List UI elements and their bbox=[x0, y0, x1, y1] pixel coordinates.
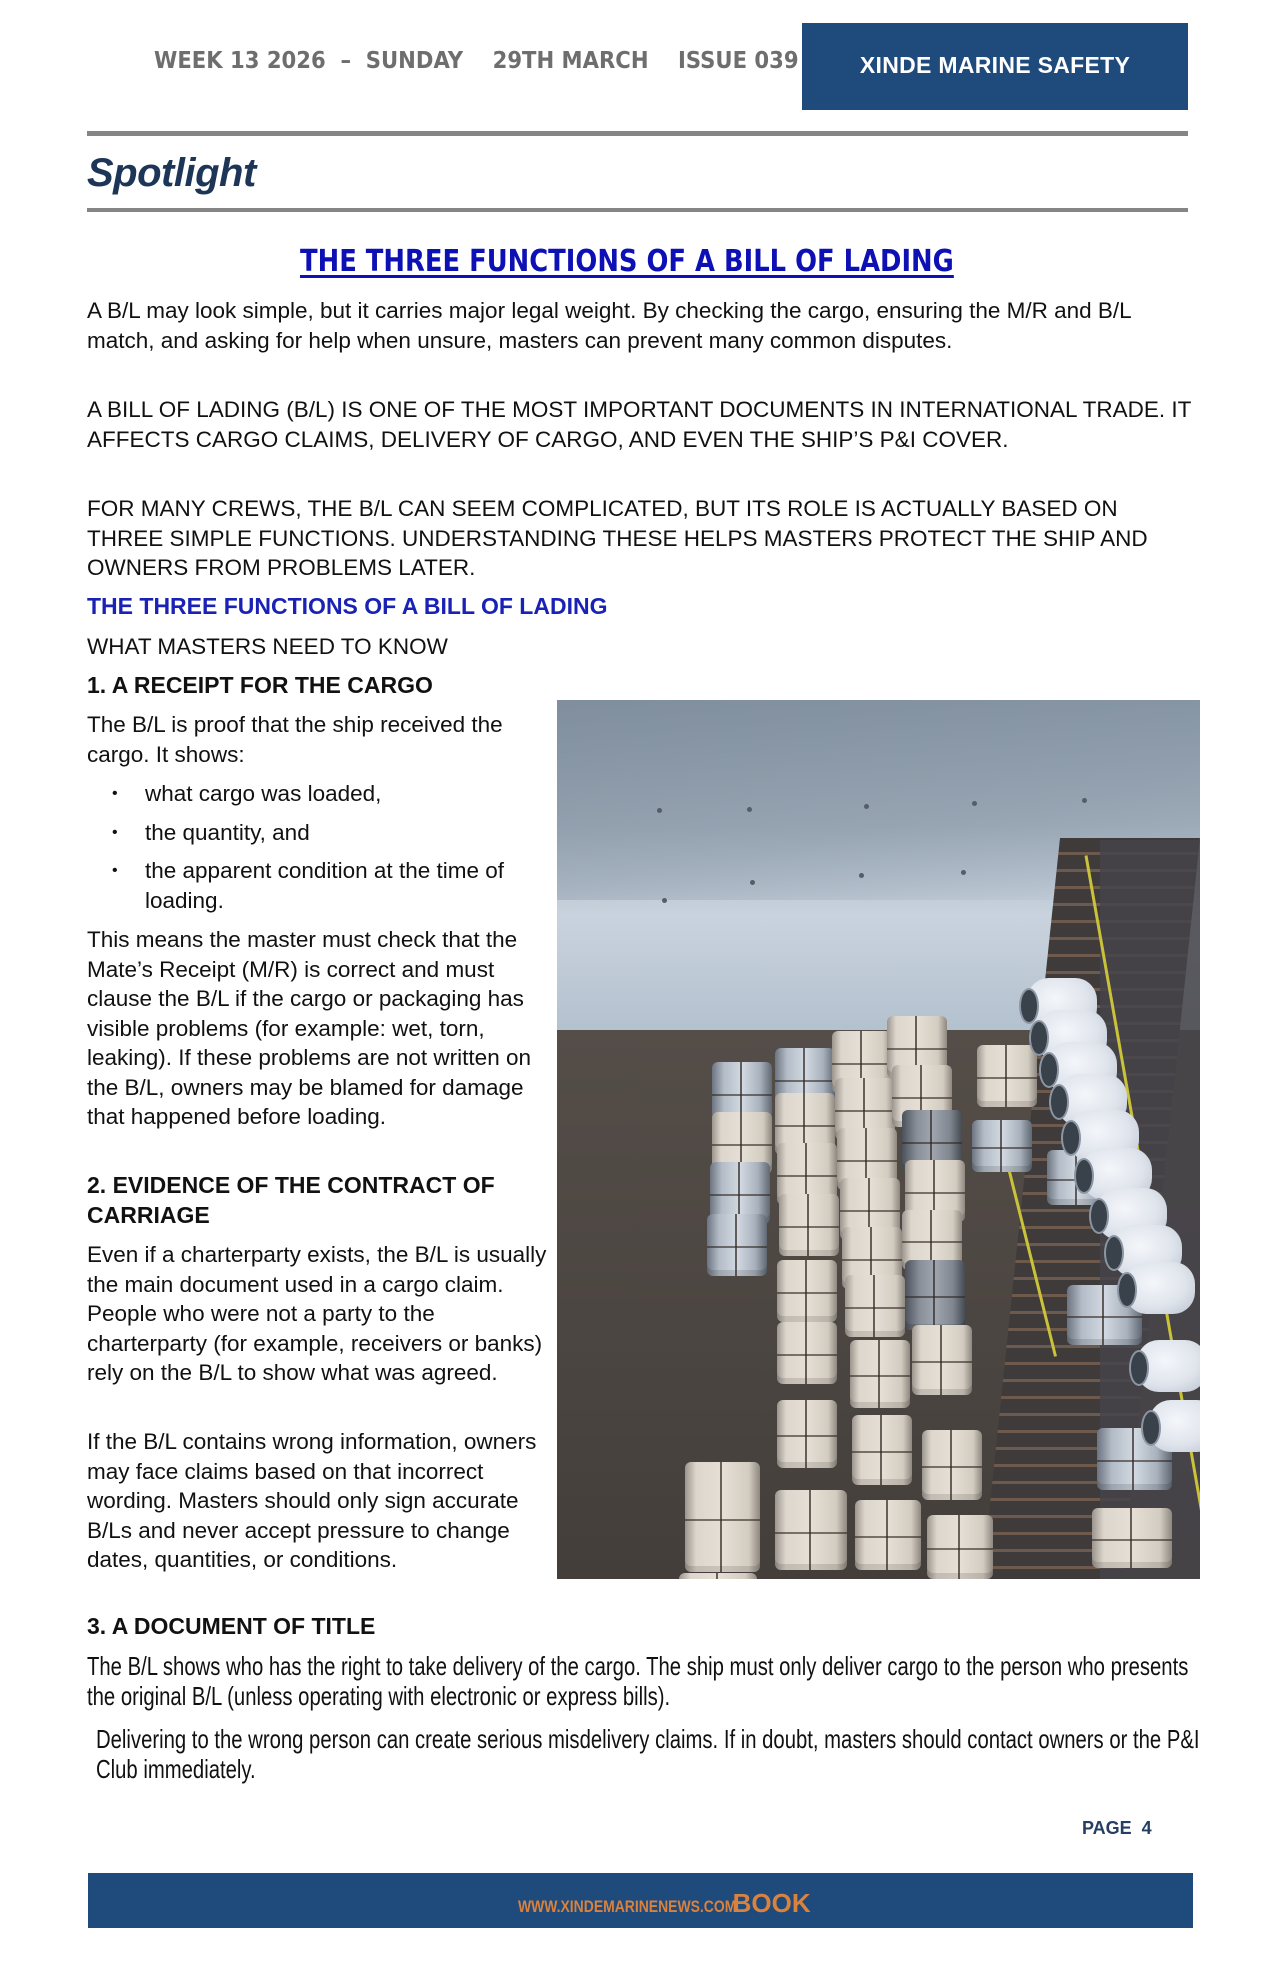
footer-bar bbox=[88, 1873, 1193, 1928]
bolt-icon bbox=[662, 898, 667, 903]
coil bbox=[845, 1275, 905, 1337]
coil bbox=[855, 1500, 921, 1570]
bolt-icon bbox=[972, 801, 977, 806]
coil bbox=[912, 1325, 972, 1395]
bolt-icon bbox=[657, 808, 662, 813]
section-2-title: 2. EVIDENCE OF THE CONTRACT OF CARRIAGE bbox=[87, 1172, 495, 1228]
subheading: THE THREE FUNCTIONS OF A BILL OF LADING bbox=[87, 593, 608, 619]
wrapped-coil bbox=[1137, 1340, 1200, 1392]
footer-url-suffix[interactable]: BOOK bbox=[732, 1888, 811, 1918]
section-3-body-2: Delivering to the wrong person can create serious misdelivery claims. If in doubt, masters should contact owners or the P&I Club immediately. bbox=[96, 1724, 1200, 1784]
header-divider bbox=[87, 131, 1188, 136]
coil bbox=[777, 1322, 837, 1384]
coil bbox=[779, 1194, 839, 1256]
paragraph-1: A BILL OF LADING (B/L) IS ONE OF THE MOST IMPORTANT DOCUMENTS IN INTERNATIONAL TRADE. IT AFFECTS CARGO CLAIMS, DELIVERY OF CARGO, AND EVEN THE SHIP’S P&I COVER. bbox=[87, 397, 1191, 452]
coil bbox=[977, 1045, 1037, 1107]
coil bbox=[777, 1400, 837, 1468]
section-1-bullets bbox=[87, 779, 557, 924]
article-heading: THE THREE FUNCTIONS OF A BILL OF LADING bbox=[300, 244, 954, 279]
bolt-icon bbox=[859, 873, 864, 878]
wrapped-coil bbox=[1125, 1262, 1195, 1314]
issue-line: WEEK 13 2026 – SUNDAY 29TH MARCH ISSUE 039 bbox=[154, 48, 799, 74]
coil bbox=[777, 1260, 837, 1322]
coil bbox=[707, 1214, 767, 1276]
coil bbox=[922, 1430, 982, 1500]
footer-link[interactable] bbox=[88, 1888, 1193, 1919]
coil bbox=[679, 1573, 757, 1579]
kicker: WHAT MASTERS NEED TO KNOW bbox=[87, 634, 448, 659]
wrapped-coil bbox=[1149, 1400, 1200, 1452]
coil bbox=[1092, 1508, 1172, 1568]
bolt-icon bbox=[747, 807, 752, 812]
coil bbox=[775, 1490, 847, 1570]
bullet-item: • the quantity, and bbox=[87, 818, 557, 848]
coil bbox=[972, 1120, 1032, 1172]
section-2-body: Even if a charterparty exists, the B/L is usually the main document used in a cargo claim. People who were not a party to the charterparty (for example, receivers or banks) rely on the B/L to show what was agreed. bbox=[87, 1242, 547, 1385]
coil bbox=[927, 1515, 993, 1579]
coil bbox=[905, 1260, 965, 1330]
brand-name: XINDE MARINE SAFETY bbox=[859, 52, 1131, 78]
section-1-title: 1. A RECEIPT FOR THE CARGO bbox=[87, 672, 433, 698]
bolt-icon bbox=[961, 870, 966, 875]
footer-url[interactable]: WWW.XINDEMARINENEWS.COM bbox=[518, 1897, 737, 1916]
bullet-item: • the apparent condition at the time of loading. bbox=[87, 856, 515, 915]
section-1-body: This means the master must check that the Mate’s Receipt (M/R) is correct and must clause the B/L if the cargo or packaging has visible problems (for example: wet, torn, leaking). If these problems are not written on the B/L, owners may be blamed for damage that happened before loading. bbox=[87, 927, 531, 1129]
bolt-icon bbox=[750, 880, 755, 885]
brand-banner bbox=[802, 23, 1188, 110]
page-number: PAGE 4 bbox=[1082, 1818, 1152, 1838]
bolt-icon bbox=[1082, 798, 1087, 803]
paragraph-2: FOR MANY CREWS, THE B/L CAN SEEM COMPLICATED, BUT ITS ROLE IS ACTUALLY BASED ON THREE SIMPLE FUNCTIONS. UNDERSTANDING THESE HELPS MASTERS PROTECT THE SHIP AND OWNERS FROM PROBLEMS LATER. bbox=[87, 496, 1148, 580]
coil bbox=[850, 1340, 910, 1408]
section-divider bbox=[87, 208, 1188, 212]
section-3-title: 3. A DOCUMENT OF TITLE bbox=[87, 1613, 376, 1639]
section-3-body: The B/L shows who has the right to take delivery of the cargo. The ship must only deliver cargo to the person who presents the original B/L (unless operating with electronic or express bills). bbox=[87, 1651, 1189, 1711]
section-1-lead: The B/L is proof that the ship received the cargo. It shows: bbox=[87, 712, 503, 767]
intro-paragraph: A B/L may look simple, but it carries major legal weight. By checking the cargo, ensuring the M/R and B/L match, and asking for help when unsure, masters can prevent many common disputes. bbox=[87, 298, 1131, 353]
bolt-icon bbox=[864, 804, 869, 809]
section-2-body-2: If the B/L contains wrong information, owners may face claims based on that incorrect wording. Masters should only sign accurate B/Ls and never accept pressure to change dates, quantities, or conditions. bbox=[87, 1429, 537, 1572]
coil bbox=[852, 1415, 912, 1485]
section-title: Spotlight bbox=[87, 151, 256, 195]
bullet-item: • what cargo was loaded, bbox=[87, 779, 557, 809]
cargo-hold-photo bbox=[557, 700, 1200, 1579]
coil bbox=[685, 1462, 760, 1572]
